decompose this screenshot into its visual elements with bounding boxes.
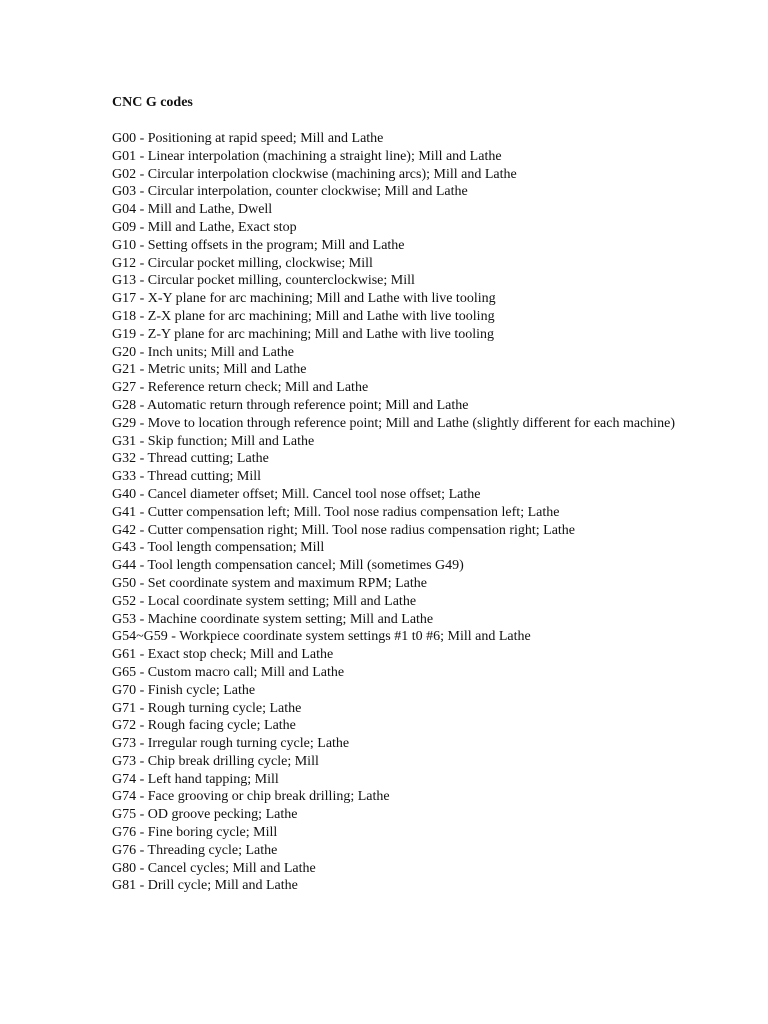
g-code-line: G00 - Positioning at rapid speed; Mill and Lathe (112, 131, 384, 146)
g-code-line: G74 - Left hand tapping; Mill (112, 771, 279, 787)
g-code-line: G70 - Finish cycle; Lathe (112, 682, 256, 698)
g-code-line: G76 - Fine boring cycle; Mill (112, 825, 278, 841)
g-code-line: G33 - Thread cutting; Mill (112, 469, 262, 485)
g-code-line: G75 - OD groove pecking; Lathe (112, 807, 298, 823)
g-code-line: G76 - Threading cycle; Lathe (112, 842, 278, 858)
g-code-line: G80 - Cancel cycles; Mill and Lathe (112, 860, 316, 876)
g-code-line: G29 - Move to location through reference point; Mill and Lathe (slightly different for each machine) (112, 415, 676, 431)
g-code-line: G65 - Custom macro call; Mill and Lathe (112, 664, 345, 680)
g-code-line: G74 - Face grooving or chip break drilling; Lathe (112, 789, 390, 805)
g-code-line: G17 - X-Y plane for arc machining; Mill and Lathe with live tooling (112, 291, 496, 307)
g-code-line: G13 - Circular pocket milling, counterclockwise; Mill (112, 273, 415, 289)
g-code-line: G20 - Inch units; Mill and Lathe (112, 344, 294, 360)
g-code-line: G03 - Circular interpolation, counter clockwise; Mill and Lathe (112, 184, 468, 200)
g-code-line: G41 - Cutter compensation left; Mill. Tool nose radius compensation left; Lathe (112, 504, 560, 520)
g-code-line: G42 - Cutter compensation right; Mill. Tool nose radius compensation right; Lathe (112, 522, 576, 538)
g-code-line: G71 - Rough turning cycle; Lathe (112, 700, 302, 716)
g-code-line: G43 - Tool length compensation; Mill (112, 540, 325, 556)
g-code-line: G61 - Exact stop check; Mill and Lathe (112, 647, 334, 663)
g-code-line: G28 - Automatic return through reference point; Mill and Lathe (112, 397, 469, 413)
g-code-line: G19 - Z-Y plane for arc machining; Mill and Lathe with live tooling (112, 326, 495, 342)
g-code-line: G40 - Cancel diameter offset; Mill. Cancel tool nose offset; Lathe (112, 486, 481, 502)
g-code-line: G18 - Z-X plane for arc machining; Mill and Lathe with live tooling (112, 308, 495, 324)
g-code-line: G27 - Reference return check; Mill and Lathe (112, 380, 369, 396)
g-code-line: G52 - Local coordinate system setting; Mill and Lathe (112, 593, 417, 609)
g-code-line: G73 - Chip break drilling cycle; Mill (112, 753, 319, 769)
g-code-line: G02 - Circular interpolation clockwise (machining arcs); Mill and Lathe (112, 166, 517, 182)
g-code-line: G12 - Circular pocket milling, clockwise; Mill (112, 255, 373, 271)
g-code-line: G73 - Irregular rough turning cycle; Lathe (112, 736, 350, 752)
g-code-line: G72 - Rough facing cycle; Lathe (112, 718, 296, 734)
g-code-line: G09 - Mill and Lathe, Exact stop (112, 219, 297, 235)
g-code-line: G54~G59 - Workpiece coordinate system settings #1 t0 #6; Mill and Lathe (112, 629, 531, 645)
g-code-line: G31 - Skip function; Mill and Lathe (112, 433, 315, 449)
g-code-list (112, 130, 732, 895)
g-code-line: G44 - Tool length compensation cancel; Mill (sometimes G49) (112, 558, 464, 574)
g-code-line: G32 - Thread cutting; Lathe (112, 451, 269, 467)
g-code-line: G10 - Setting offsets in the program; Mill and Lathe (112, 237, 405, 253)
g-code-line: G04 - Mill and Lathe, Dwell (112, 202, 273, 218)
document-title: CNC G codes (112, 95, 193, 110)
g-code-line: G50 - Set coordinate system and maximum RPM; Lathe (112, 575, 427, 591)
g-code-line: G81 - Drill cycle; Mill and Lathe (112, 878, 298, 894)
g-code-line: G21 - Metric units; Mill and Lathe (112, 362, 307, 378)
g-code-line: G01 - Linear interpolation (machining a straight line); Mill and Lathe (112, 148, 502, 164)
document-content (112, 94, 732, 895)
g-code-line: G53 - Machine coordinate system setting; Mill and Lathe (112, 611, 434, 627)
